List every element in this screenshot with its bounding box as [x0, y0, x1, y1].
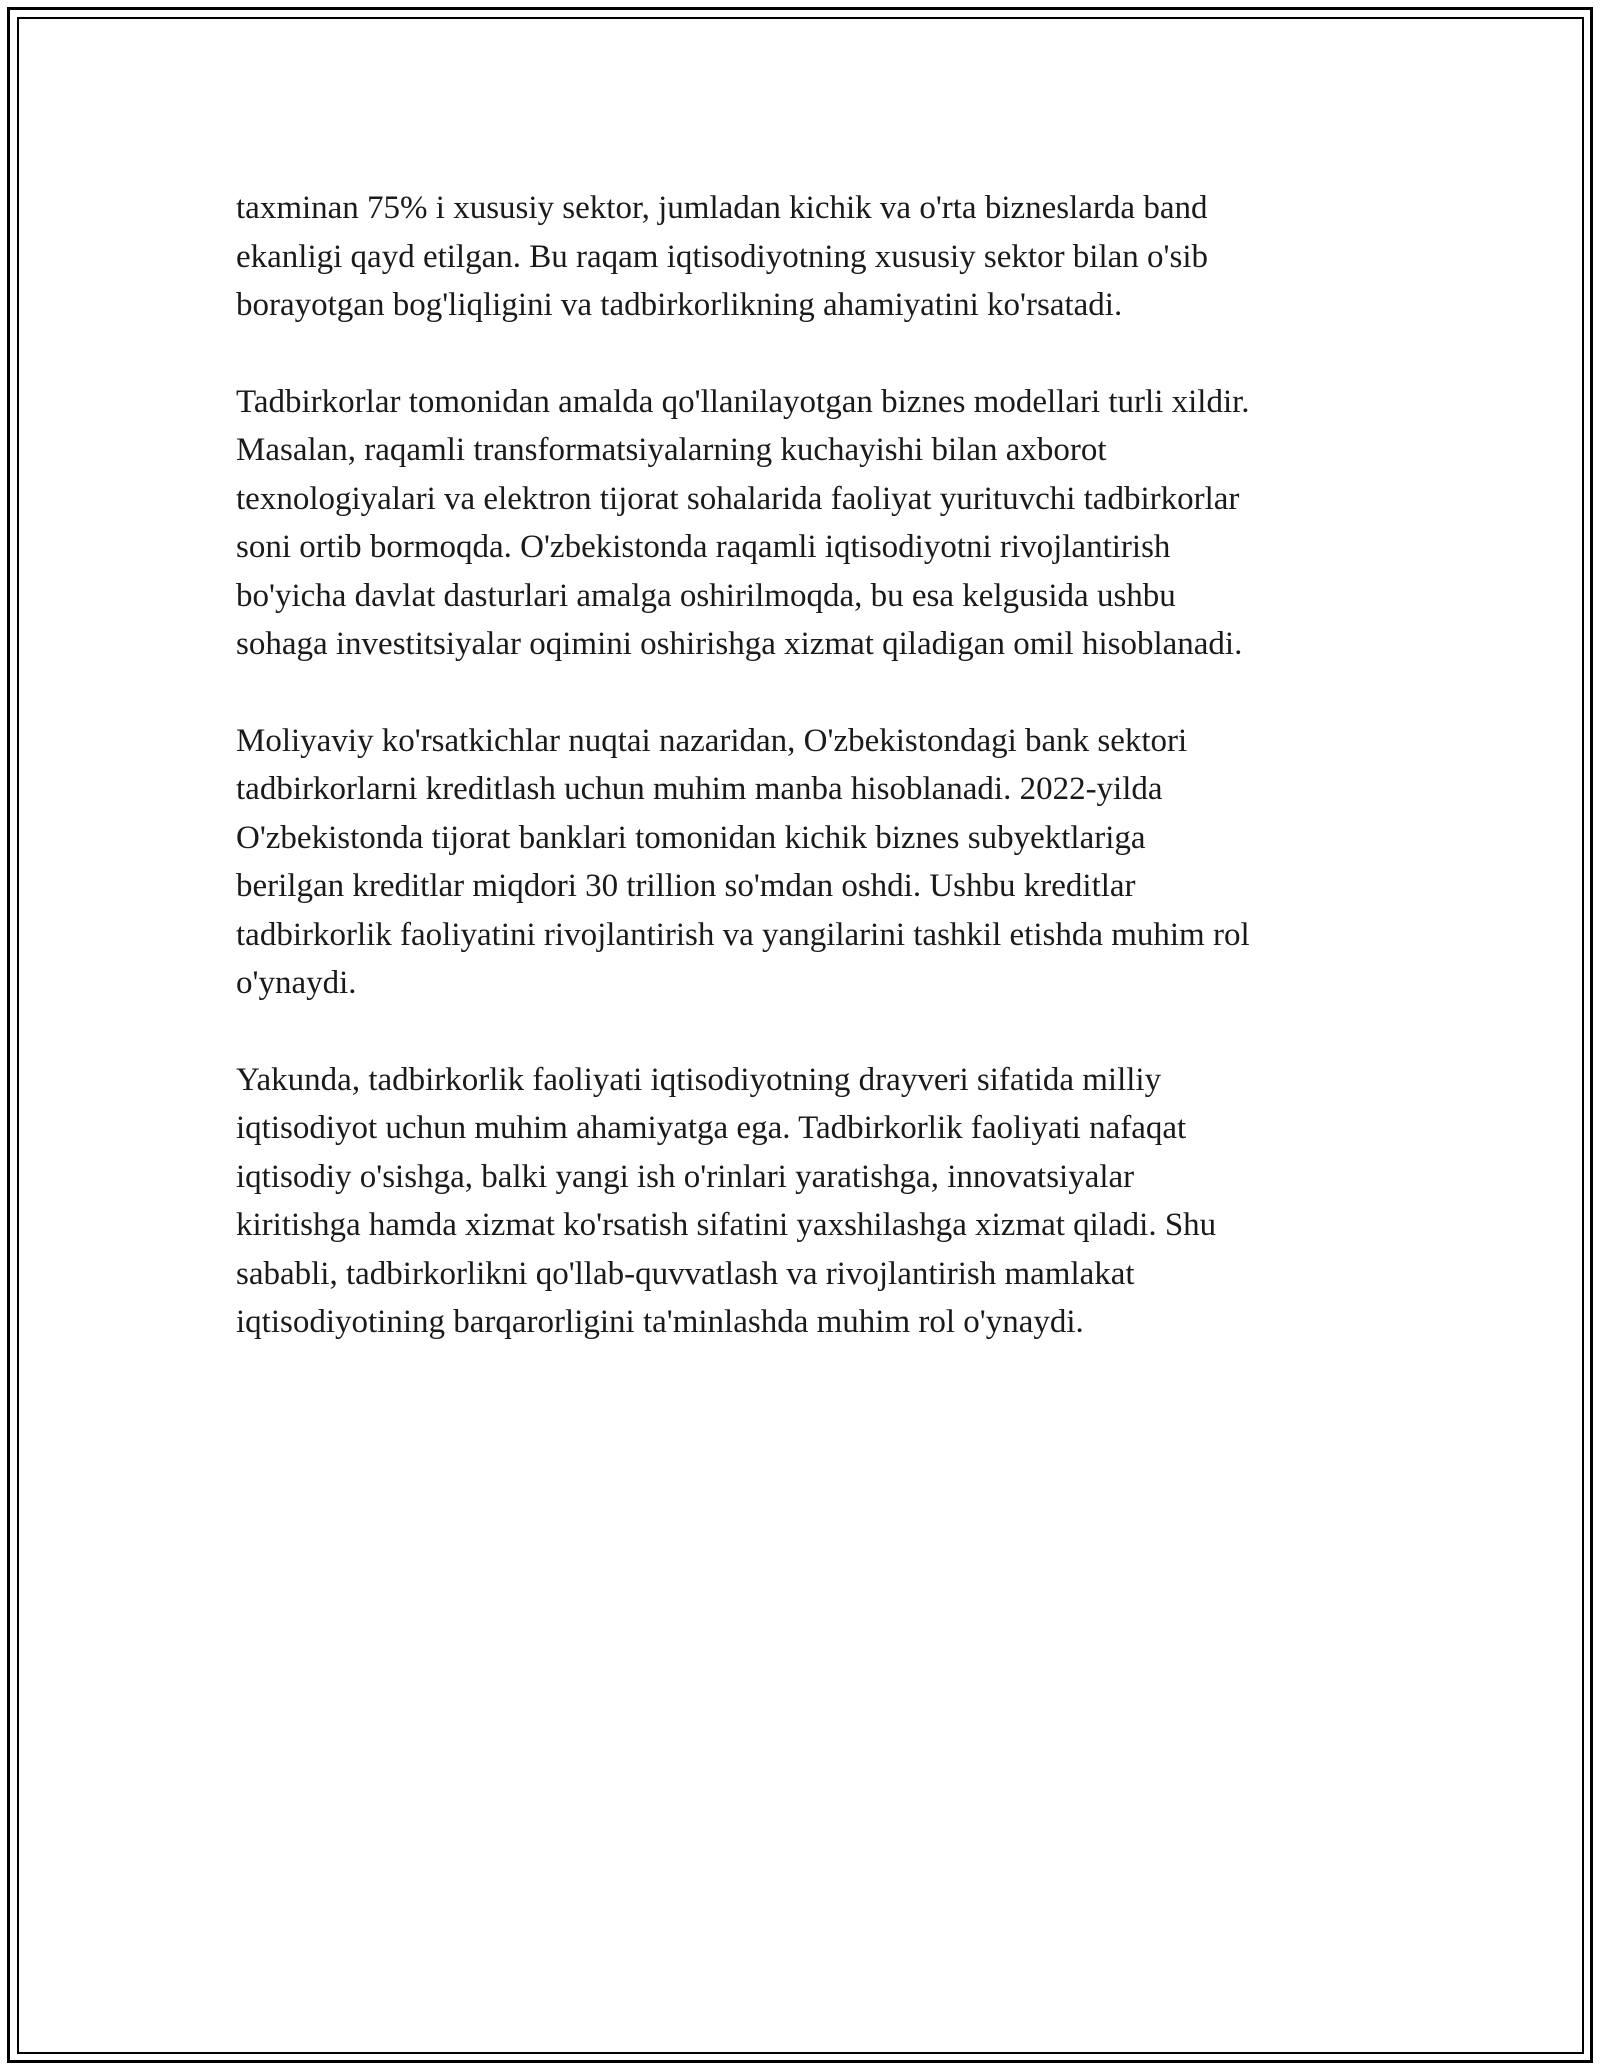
- text-line: O'zbekistonda tijorat banklari tomonidan kichik biznes subyektlariga: [236, 819, 1146, 856]
- text-line: tadbirkorlik faoliyatini rivojlantirish va yangilarini tashkil etishda muhim rol: [236, 916, 1250, 953]
- text-line: iqtisodiy o'sishga, balki yangi ish o'rinlari yaratishga, innovatsiyalar: [236, 1158, 1135, 1195]
- text-line: Masalan, raqamli transformatsiyalarning kuchayishi bilan axborot: [236, 432, 1107, 468]
- document-body: [236, 184, 1386, 1395]
- text-line: iqtisodiyotining barqarorligini ta'minlashda muhim rol o'ynaydi.: [236, 1304, 1084, 1340]
- paragraph-1: [236, 184, 1386, 330]
- text-line: borayotgan bog'liqligini va tadbirkorlikning ahamiyatini ko'rsatadi.: [236, 287, 1123, 323]
- text-line: iqtisodiyot uchun muhim ahamiyatga ega. Tadbirkorlik faoliyati nafaqat: [236, 1110, 1187, 1146]
- paragraph-3: [236, 717, 1386, 1008]
- text-line: berilgan kreditlar miqdori 30 trillion so'mdan oshdi. Ushbu kreditlar: [236, 868, 1136, 904]
- text-line: Tadbirkorlar tomonidan amalda qo'llanilayotgan biznes modellari turli xildir.: [236, 383, 1250, 420]
- text-line: ekanligi qayd etilgan. Bu raqam iqtisodiyotning xususiy sektor bilan o'sib: [236, 238, 1209, 275]
- text-line: taxminan 75% i xususiy sektor, jumladan kichik va o'rta bizneslarda band: [236, 190, 1208, 226]
- text-line: sohaga investitsiyalar oqimini oshirishga xizmat qiladigan omil hisoblanadi.: [236, 626, 1243, 662]
- text-line: soni ortib bormoqda. O'zbekistonda raqamli iqtisodiyotni rivojlantirish: [236, 529, 1171, 565]
- text-line: tadbirkorlarni kreditlash uchun muhim manba hisoblanadi. 2022-yilda: [236, 771, 1163, 807]
- paragraph-2: [236, 378, 1386, 669]
- text-line: Moliyaviy ko'rsatkichlar nuqtai nazaridan, O'zbekistondagi bank sektori: [236, 722, 1188, 759]
- text-line: texnologiyalari va elektron tijorat sohalarida faoliyat yurituvchi tadbirkorlar: [236, 480, 1240, 517]
- text-line: Yakunda, tadbirkorlik faoliyati iqtisodiyotning drayveri sifatida milliy: [236, 1061, 1162, 1098]
- text-line: bo'yicha davlat dasturlari amalga oshirilmoqda, bu esa kelgusida ushbu: [236, 577, 1176, 614]
- paragraph-4: [236, 1056, 1386, 1347]
- text-line: o'ynaydi.: [236, 965, 357, 1001]
- text-line: kiritishga hamda xizmat ko'rsatish sifatini yaxshilashga xizmat qiladi. Shu: [236, 1207, 1217, 1243]
- text-line: sababli, tadbirkorlikni qo'llab-quvvatlash va rivojlantirish mamlakat: [236, 1255, 1135, 1292]
